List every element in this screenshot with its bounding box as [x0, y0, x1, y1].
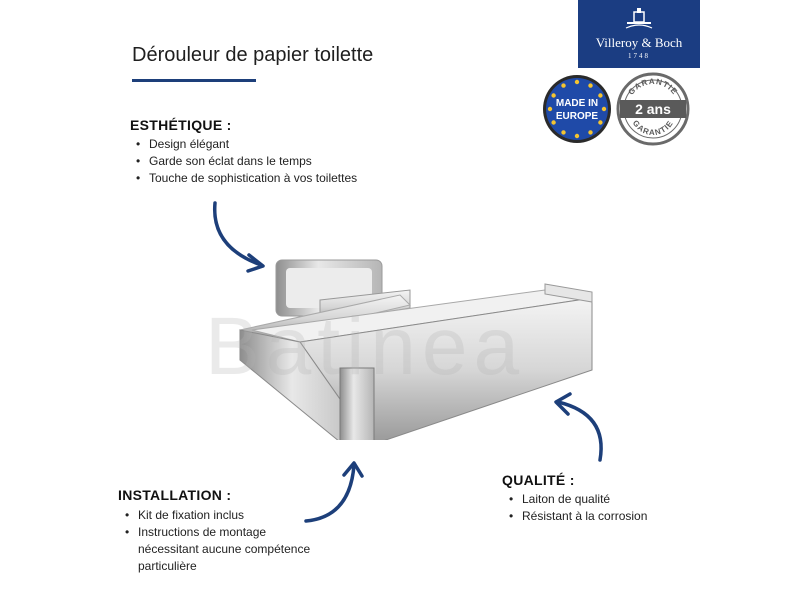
curved-arrow-icon: [548, 388, 613, 466]
list-item: • Instructions de montage: [124, 524, 266, 541]
installation-list: [124, 507, 266, 541]
qualite-list: [508, 491, 647, 525]
guarantee-top: GARANTIE: [626, 76, 680, 97]
list-item-continuation: nécessitant aucune compétence: [138, 542, 311, 556]
list-item: • Résistant à la corrosion: [508, 508, 647, 525]
list-item: • Kit de fixation inclus: [124, 507, 266, 524]
brand-year: 1748: [628, 52, 650, 60]
title-underline: [132, 79, 256, 82]
eu-line1: MADE IN: [555, 98, 599, 109]
curved-arrow-icon: [300, 455, 370, 530]
guarantee-center: 2 ans: [635, 101, 671, 117]
guarantee-bottom: GARANTIE: [630, 118, 676, 138]
brand-logo: [578, 0, 700, 68]
eu-line2: EUROPE: [555, 111, 599, 122]
brand-name: Villeroy & Boch: [595, 35, 683, 50]
installation-continuation: [138, 541, 310, 575]
watermark-text: Batinea: [205, 301, 526, 392]
list-item: • Laiton de qualité: [508, 491, 647, 508]
list-item: • Touche de sophistication à vos toilettes: [135, 170, 357, 187]
list-item-continuation: particulière: [138, 559, 197, 573]
esthetique-heading: ESTHÉTIQUE :: [130, 117, 232, 133]
made-in-europe-badge: [542, 74, 612, 144]
esthetique-list: [135, 136, 357, 187]
qualite-heading: QUALITÉ :: [502, 472, 575, 488]
castle-icon: [624, 8, 654, 32]
installation-heading: INSTALLATION :: [118, 487, 232, 503]
curved-arrow-icon: [205, 195, 275, 275]
guarantee-badge: [616, 72, 690, 146]
list-item: • Garde son éclat dans le temps: [135, 153, 357, 170]
page-title: Dérouleur de papier toilette: [132, 44, 374, 66]
list-item: • Design élégant: [135, 136, 357, 153]
